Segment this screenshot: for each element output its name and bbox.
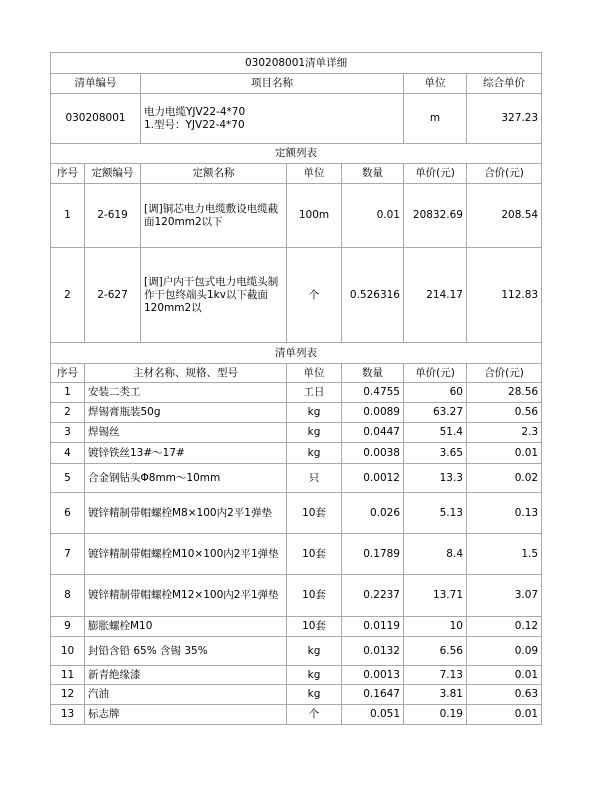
material-unit: 工日 bbox=[287, 383, 342, 403]
material-price: 6.56 bbox=[404, 637, 467, 666]
material-qty: 0.2237 bbox=[342, 575, 404, 617]
quota-header-total: 合价(元) bbox=[467, 164, 542, 184]
material-header-price: 单价(元) bbox=[404, 364, 467, 383]
material-total: 28.56 bbox=[467, 383, 542, 403]
quota-total: 208.54 bbox=[467, 184, 542, 248]
material-qty: 0.0012 bbox=[342, 464, 404, 493]
material-qty: 0.1789 bbox=[342, 534, 404, 575]
quota-qty: 0.526316 bbox=[342, 248, 404, 343]
material-header-total: 合价(元) bbox=[467, 364, 542, 383]
quota-qty: 0.01 bbox=[342, 184, 404, 248]
material-header-row bbox=[51, 364, 542, 383]
material-qty: 0.0132 bbox=[342, 637, 404, 666]
material-name: 封铅含铅 65% 含锡 35% bbox=[85, 637, 287, 666]
quota-header-row bbox=[51, 164, 542, 184]
material-qty: 0.0447 bbox=[342, 423, 404, 443]
material-total: 0.01 bbox=[467, 705, 542, 725]
material-price: 3.65 bbox=[404, 443, 467, 464]
material-total: 0.63 bbox=[467, 685, 542, 705]
material-unit: 只 bbox=[287, 464, 342, 493]
quota-header-qty: 数量 bbox=[342, 164, 404, 184]
material-row bbox=[51, 423, 542, 443]
material-price: 51.4 bbox=[404, 423, 467, 443]
material-name: 安装二类工 bbox=[85, 383, 287, 403]
material-total: 0.09 bbox=[467, 637, 542, 666]
bill-name-header: 项目名称 bbox=[141, 74, 404, 94]
material-row bbox=[51, 403, 542, 423]
material-total: 1.5 bbox=[467, 534, 542, 575]
material-name: 镀锌精制带帽螺栓M10×100内2平1弹垫 bbox=[85, 534, 287, 575]
quota-name: [调]铜芯电力电缆敷设电缆截面120mm2以下 bbox=[141, 184, 287, 248]
material-name: 合金钢钻头Φ8mm～10mm bbox=[85, 464, 287, 493]
quota-name: [调]户内干包式电力电缆头制作干包终端头1kv以下截面120mm2以 bbox=[141, 248, 287, 343]
material-name: 镀锌精制带帽螺栓M8×100内2平1弹垫 bbox=[85, 493, 287, 534]
material-qty: 0.0013 bbox=[342, 666, 404, 685]
material-name: 镀锌铁丝13#～17# bbox=[85, 443, 287, 464]
material-qty: 0.0089 bbox=[342, 403, 404, 423]
material-total: 0.01 bbox=[467, 666, 542, 685]
bill-code: 030208001 bbox=[51, 94, 141, 144]
material-price: 5.13 bbox=[404, 493, 467, 534]
material-price: 13.3 bbox=[404, 464, 467, 493]
bill-price-header: 综合单价 bbox=[467, 74, 542, 94]
material-qty: 0.4755 bbox=[342, 383, 404, 403]
quota-header-name: 定额名称 bbox=[141, 164, 287, 184]
quota-header-no: 序号 bbox=[51, 164, 85, 184]
material-name: 新青绝缘漆 bbox=[85, 666, 287, 685]
material-unit: 个 bbox=[287, 705, 342, 725]
material-no: 5 bbox=[51, 464, 85, 493]
material-no: 2 bbox=[51, 403, 85, 423]
bill-name-line2: 1.型号：YJV22-4*70 bbox=[144, 118, 245, 131]
quota-price: 214.17 bbox=[404, 248, 467, 343]
material-unit: kg bbox=[287, 443, 342, 464]
material-total: 3.07 bbox=[467, 575, 542, 617]
bill-code-header: 清单编号 bbox=[51, 74, 141, 94]
material-qty: 0.0119 bbox=[342, 617, 404, 637]
material-header-no: 序号 bbox=[51, 364, 85, 383]
quota-section-title: 定额列表 bbox=[51, 144, 542, 164]
material-row bbox=[51, 705, 542, 725]
material-unit: 10套 bbox=[287, 617, 342, 637]
title-row bbox=[51, 53, 542, 74]
material-section-title: 清单列表 bbox=[51, 343, 542, 364]
material-qty: 0.1647 bbox=[342, 685, 404, 705]
quota-price: 20832.69 bbox=[404, 184, 467, 248]
material-header-unit: 单位 bbox=[287, 364, 342, 383]
material-no: 1 bbox=[51, 383, 85, 403]
bill-unit: m bbox=[404, 94, 467, 144]
quota-header-code: 定额编号 bbox=[85, 164, 141, 184]
material-unit: 10套 bbox=[287, 575, 342, 617]
bill-unit-header: 单位 bbox=[404, 74, 467, 94]
material-no: 4 bbox=[51, 443, 85, 464]
material-total: 2.3 bbox=[467, 423, 542, 443]
quota-unit: 100m bbox=[287, 184, 342, 248]
material-no: 8 bbox=[51, 575, 85, 617]
quota-unit: 个 bbox=[287, 248, 342, 343]
material-qty: 0.051 bbox=[342, 705, 404, 725]
material-total: 0.13 bbox=[467, 493, 542, 534]
material-row bbox=[51, 575, 542, 617]
material-name: 标志牌 bbox=[85, 705, 287, 725]
material-name: 膨胀螺栓M10 bbox=[85, 617, 287, 637]
quota-no: 1 bbox=[51, 184, 85, 248]
quota-section-row bbox=[51, 144, 542, 164]
material-row bbox=[51, 685, 542, 705]
bill-row bbox=[51, 94, 542, 144]
material-name: 焊锡丝 bbox=[85, 423, 287, 443]
material-price: 60 bbox=[404, 383, 467, 403]
quota-header-price: 单价(元) bbox=[404, 164, 467, 184]
material-no: 12 bbox=[51, 685, 85, 705]
material-section-row bbox=[51, 343, 542, 364]
quota-code: 2-619 bbox=[85, 184, 141, 248]
material-header-name: 主材名称、规格、型号 bbox=[85, 364, 287, 383]
material-row bbox=[51, 666, 542, 685]
material-total: 0.12 bbox=[467, 617, 542, 637]
material-row bbox=[51, 464, 542, 493]
material-unit: kg bbox=[287, 666, 342, 685]
page-title: 030208001清单详细 bbox=[51, 53, 542, 74]
material-row bbox=[51, 534, 542, 575]
quota-no: 2 bbox=[51, 248, 85, 343]
material-row bbox=[51, 493, 542, 534]
quota-row bbox=[51, 248, 542, 343]
quota-total: 112.83 bbox=[467, 248, 542, 343]
bill-detail-table bbox=[50, 52, 542, 725]
material-unit: 10套 bbox=[287, 493, 342, 534]
bill-header-row bbox=[51, 74, 542, 94]
quota-code: 2-627 bbox=[85, 248, 141, 343]
bill-price: 327.23 bbox=[467, 94, 542, 144]
bill-name bbox=[141, 94, 404, 144]
material-no: 11 bbox=[51, 666, 85, 685]
material-no: 13 bbox=[51, 705, 85, 725]
material-price: 8.4 bbox=[404, 534, 467, 575]
material-price: 3.81 bbox=[404, 685, 467, 705]
material-qty: 0.026 bbox=[342, 493, 404, 534]
material-no: 3 bbox=[51, 423, 85, 443]
material-unit: kg bbox=[287, 423, 342, 443]
material-no: 9 bbox=[51, 617, 85, 637]
material-unit: kg bbox=[287, 403, 342, 423]
material-name: 汽油 bbox=[85, 685, 287, 705]
material-no: 10 bbox=[51, 637, 85, 666]
material-price: 0.19 bbox=[404, 705, 467, 725]
material-price: 7.13 bbox=[404, 666, 467, 685]
material-row bbox=[51, 383, 542, 403]
material-price: 63.27 bbox=[404, 403, 467, 423]
material-total: 0.01 bbox=[467, 443, 542, 464]
material-price: 13.71 bbox=[404, 575, 467, 617]
quota-row bbox=[51, 184, 542, 248]
material-no: 7 bbox=[51, 534, 85, 575]
material-qty: 0.0038 bbox=[342, 443, 404, 464]
material-no: 6 bbox=[51, 493, 85, 534]
material-row bbox=[51, 637, 542, 666]
material-total: 0.56 bbox=[467, 403, 542, 423]
material-total: 0.02 bbox=[467, 464, 542, 493]
material-row bbox=[51, 617, 542, 637]
material-name: 镀锌精制带帽螺栓M12×100内2平1弹垫 bbox=[85, 575, 287, 617]
material-header-qty: 数量 bbox=[342, 364, 404, 383]
material-unit: kg bbox=[287, 637, 342, 666]
material-name: 焊锡膏瓶装50g bbox=[85, 403, 287, 423]
bill-name-line1: 电力电缆YJV22-4*70 bbox=[144, 105, 246, 118]
material-unit: kg bbox=[287, 685, 342, 705]
quota-header-unit: 单位 bbox=[287, 164, 342, 184]
material-row bbox=[51, 443, 542, 464]
material-price: 10 bbox=[404, 617, 467, 637]
material-unit: 10套 bbox=[287, 534, 342, 575]
